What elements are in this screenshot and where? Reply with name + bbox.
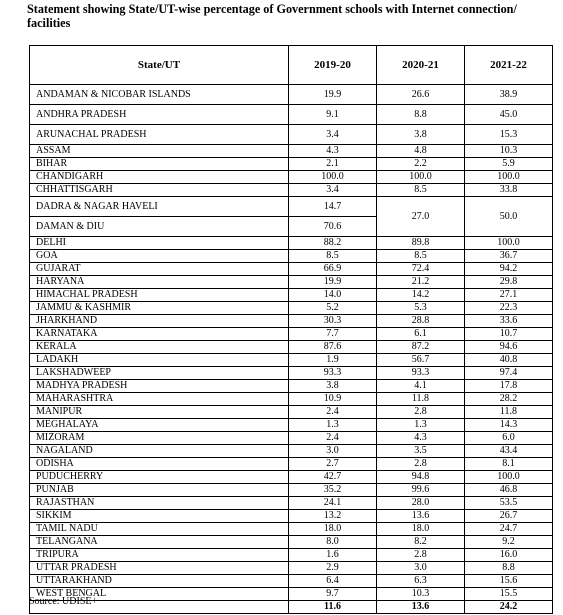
cell-state: TAMIL NADU [30,523,289,536]
cell-2020-21: 100.0 [377,171,465,184]
table-row [30,263,553,276]
table-row [30,445,553,458]
cell-2019-20: 35.2 [289,484,377,497]
cell-state: DAMAN & DIU [30,217,289,237]
cell-2019-20: 1.3 [289,419,377,432]
column-header-state: State/UT [30,46,289,85]
cell-2020-21: 8.5 [377,250,465,263]
cell-state: KERALA [30,341,289,354]
table-row [30,536,553,549]
cell-2021-22: 53.5 [465,497,553,510]
cell-2021-22: 17.8 [465,380,553,393]
table-row [30,562,553,575]
cell-2019-20: 6.4 [289,575,377,588]
cell-2020-21: 89.8 [377,237,465,250]
cell-2020-21: 3.5 [377,445,465,458]
cell-2020-21: 11.8 [377,393,465,406]
cell-2021-22: 15.3 [465,125,553,145]
cell-state: TRIPURA [30,549,289,562]
cell-2021-22: 9.2 [465,536,553,549]
cell-state: UTTAR PRADESH [30,562,289,575]
cell-state: ASSAM [30,145,289,158]
cell-2019-20: 70.6 [289,217,377,237]
table-row [30,393,553,406]
cell-2019-20: 30.3 [289,315,377,328]
table-row [30,197,553,217]
column-header-2019-20: 2019-20 [289,46,377,85]
cell-state: DADRA & NAGAR HAVELI [30,197,289,217]
cell-2020-21: 1.3 [377,419,465,432]
table-total-row [30,601,553,614]
cell-state: GOA [30,250,289,263]
cell-2021-22: 43.4 [465,445,553,458]
cell-2021-22: 33.6 [465,315,553,328]
cell-2020-21: 3.0 [377,562,465,575]
cell-2019-20: 1.9 [289,354,377,367]
cell-2020-21: 56.7 [377,354,465,367]
cell-2021-22: 94.6 [465,341,553,354]
table-row [30,184,553,197]
table-row [30,276,553,289]
cell-2019-20: 10.9 [289,393,377,406]
cell-state: CHHATTISGARH [30,184,289,197]
data-table [29,45,553,614]
column-header-2021-22: 2021-22 [465,46,553,85]
cell-2021-22: 36.7 [465,250,553,263]
cell-state: PUDUCHERRY [30,471,289,484]
source-note: Source: UDISE+ [29,596,98,607]
cell-state: DELHI [30,237,289,250]
cell-state: RAJASTHAN [30,497,289,510]
cell-2020-21: 8.5 [377,184,465,197]
cell-state: ARUNACHAL PRADESH [30,125,289,145]
cell-2020-21: 26.6 [377,85,465,105]
cell-2020-21: 2.8 [377,406,465,419]
cell-2020-21: 6.1 [377,328,465,341]
cell-2019-20: 66.9 [289,263,377,276]
cell-2019-20: 24.1 [289,497,377,510]
cell-state: ANDAMAN & NICOBAR ISLANDS [30,85,289,105]
cell-2019-20: 9.7 [289,588,377,601]
cell-2021-22: 10.3 [465,145,553,158]
cell-state: KARNATAKA [30,328,289,341]
cell-2019-20: 8.5 [289,250,377,263]
cell-state: SIKKIM [30,510,289,523]
cell-state: ANDHRA PRADESH [30,105,289,125]
cell-2020-21: 72.4 [377,263,465,276]
table-row [30,354,553,367]
table-row [30,575,553,588]
cell-2021-22: 94.2 [465,263,553,276]
cell-2020-21: 4.1 [377,380,465,393]
table-body [30,85,553,614]
cell-2020-21: 10.3 [377,588,465,601]
cell-state: LADAKH [30,354,289,367]
table-row [30,302,553,315]
cell-2019-20: 19.9 [289,276,377,289]
cell-state: MADHYA PRADESH [30,380,289,393]
cell-2021-22: 24.7 [465,523,553,536]
cell-2021-22: 97.4 [465,367,553,380]
column-header-2020-21: 2020-21 [377,46,465,85]
cell-state: JHARKHAND [30,315,289,328]
cell-2021-22: 100.0 [465,471,553,484]
total-cell-2021-22: 24.2 [465,601,553,614]
table-row [30,510,553,523]
table-row [30,380,553,393]
cell-2021-22: 22.3 [465,302,553,315]
cell-2019-20: 19.9 [289,85,377,105]
cell-state: GUJARAT [30,263,289,276]
cell-2020-21: 94.8 [377,471,465,484]
cell-2019-20: 2.4 [289,406,377,419]
cell-state: MEGHALAYA [30,419,289,432]
cell-2019-20: 3.8 [289,380,377,393]
table-row [30,237,553,250]
total-cell-2020-21: 13.6 [377,601,465,614]
table-row [30,588,553,601]
table-row [30,289,553,302]
cell-state: JAMMU & KASHMIR [30,302,289,315]
cell-2021-22: 15.5 [465,588,553,601]
cell-2019-20: 14.7 [289,197,377,217]
cell-2021-22: 46.8 [465,484,553,497]
cell-2019-20: 3.0 [289,445,377,458]
cell-2020-21: 28.0 [377,497,465,510]
cell-2020-21: 13.6 [377,510,465,523]
table-row [30,419,553,432]
cell-state: HIMACHAL PRADESH [30,289,289,302]
cell-2021-22: 100.0 [465,171,553,184]
cell-2019-20: 100.0 [289,171,377,184]
table-row [30,105,553,125]
cell-state: PUNJAB [30,484,289,497]
table-row [30,85,553,105]
cell-2021-22: 16.0 [465,549,553,562]
cell-2021-22: 28.2 [465,393,553,406]
cell-state: NAGALAND [30,445,289,458]
cell-2021-22: 27.1 [465,289,553,302]
cell-2021-22: 40.8 [465,354,553,367]
cell-2019-20: 2.1 [289,158,377,171]
cell-2021-22: 15.6 [465,575,553,588]
table-row [30,171,553,184]
cell-2019-20: 8.0 [289,536,377,549]
table-row [30,471,553,484]
total-cell-2019-20: 11.6 [289,601,377,614]
page-title: Statement showing State/UT-wise percentage of Government schools with Internet connection/ facilities [27,2,517,30]
cell-2020-21: 3.8 [377,125,465,145]
cell-2019-20: 2.9 [289,562,377,575]
cell-2020-21: 2.8 [377,549,465,562]
cell-2020-21: 14.2 [377,289,465,302]
table-row [30,250,553,263]
cell-2021-22: 33.8 [465,184,553,197]
cell-2021-22: 8.8 [465,562,553,575]
cell-2021-22: 8.1 [465,458,553,471]
cell-2020-21: 28.8 [377,315,465,328]
table-row [30,523,553,536]
cell-2021-22: 14.3 [465,419,553,432]
cell-state: MANIPUR [30,406,289,419]
cell-state: UTTARAKHAND [30,575,289,588]
cell-2020-21: 6.3 [377,575,465,588]
table-row [30,367,553,380]
cell-state: WEST BENGAL [30,588,289,601]
cell-2019-20: 88.2 [289,237,377,250]
cell-2021-22: 11.8 [465,406,553,419]
cell-2019-20: 93.3 [289,367,377,380]
table-row [30,458,553,471]
cell-2019-20: 4.3 [289,145,377,158]
cell-state: LAKSHADWEEP [30,367,289,380]
cell-2021-22: 45.0 [465,105,553,125]
cell-2020-21: 5.3 [377,302,465,315]
cell-2020-21: 8.2 [377,536,465,549]
cell-2019-20: 3.4 [289,184,377,197]
table-row [30,315,553,328]
cell-2021-22: 29.8 [465,276,553,289]
cell-2020-21: 8.8 [377,105,465,125]
table-row [30,328,553,341]
cell-2021-22: 26.7 [465,510,553,523]
cell-2021-22: 100.0 [465,237,553,250]
cell-2021-22: 5.9 [465,158,553,171]
cell-2020-21: 4.3 [377,432,465,445]
cell-2020-21: 99.6 [377,484,465,497]
cell-2021-22: 38.9 [465,85,553,105]
cell-2020-21: 87.2 [377,341,465,354]
cell-2021-22: 6.0 [465,432,553,445]
cell-state: MAHARASHTRA [30,393,289,406]
table-row [30,549,553,562]
table-header-row [30,46,553,85]
cell-2019-20: 5.2 [289,302,377,315]
table-row [30,341,553,354]
table-row [30,432,553,445]
cell-state: BIHAR [30,158,289,171]
table-row [30,497,553,510]
cell-2019-20: 13.2 [289,510,377,523]
cell-2019-20: 14.0 [289,289,377,302]
cell-2020-21: 93.3 [377,367,465,380]
cell-2021-22: 50.0 [465,197,553,237]
cell-2019-20: 2.4 [289,432,377,445]
table-row [30,484,553,497]
cell-state: CHANDIGARH [30,171,289,184]
cell-2019-20: 2.7 [289,458,377,471]
cell-2020-21: 21.2 [377,276,465,289]
cell-2021-22: 10.7 [465,328,553,341]
cell-state: TELANGANA [30,536,289,549]
table-row [30,145,553,158]
cell-state: MIZORAM [30,432,289,445]
cell-state: ODISHA [30,458,289,471]
cell-state: HARYANA [30,276,289,289]
cell-2020-21: 2.2 [377,158,465,171]
cell-2020-21: 18.0 [377,523,465,536]
cell-2019-20: 3.4 [289,125,377,145]
table-row [30,406,553,419]
cell-2020-21: 2.8 [377,458,465,471]
table-row [30,158,553,171]
cell-2019-20: 7.7 [289,328,377,341]
cell-2019-20: 87.6 [289,341,377,354]
cell-2019-20: 9.1 [289,105,377,125]
cell-2019-20: 42.7 [289,471,377,484]
cell-2020-21: 4.8 [377,145,465,158]
cell-2020-21: 27.0 [377,197,465,237]
cell-2019-20: 1.6 [289,549,377,562]
cell-2019-20: 18.0 [289,523,377,536]
table-row [30,125,553,145]
